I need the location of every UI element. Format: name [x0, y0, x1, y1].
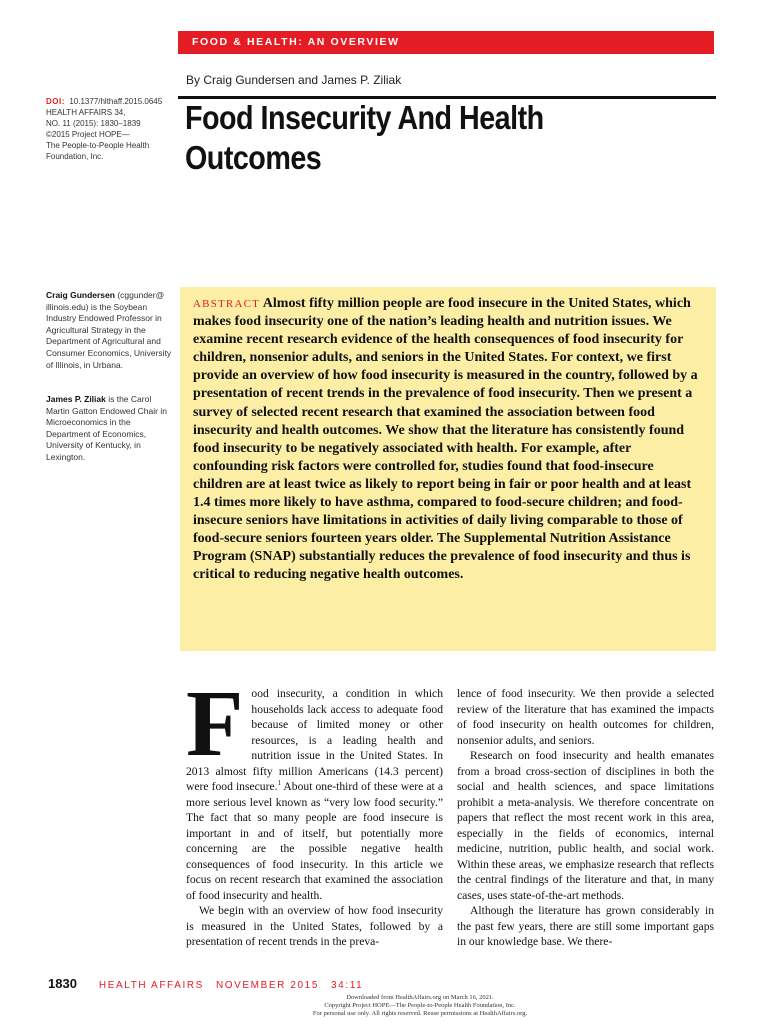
body-column-right: [457, 686, 714, 950]
doi-line: [46, 96, 176, 107]
section-banner: FOOD & HEALTH: AN OVERVIEW: [178, 31, 714, 54]
doi-link[interactable]: 10.1377/hlthaff.2015.0645: [69, 97, 163, 106]
abstract-text: [193, 295, 702, 585]
article-title: Food Insecurity And Health Outcomes: [185, 99, 544, 176]
abstract-box: [180, 287, 716, 651]
body-text: ood insecurity, a condition in which households lack access to adequate food because of limited money or other resources, is a leading health and nutrition issue in the United States. In 2013 almost fifty million Americans (14.3 percent) were food insecure.: [186, 687, 443, 793]
author-bio-ziliak: [46, 394, 176, 464]
page-number: 1830: [48, 976, 77, 991]
download-line-1: Downloaded from HealthAffairs.org on March 16, 2021.: [346, 994, 494, 1001]
footer-volume: 34:11: [331, 980, 364, 991]
footnote-link[interactable]: 1: [277, 779, 281, 788]
article-metadata: [46, 96, 176, 162]
copyright-line-2: The People-to-People Health: [46, 141, 150, 150]
author-name: James P. Ziliak: [46, 394, 106, 404]
body-paragraph: Although the literature has grown considerably in the past few years, there are still some important gaps in our knowledge base. We there-: [457, 904, 714, 948]
body-text: About one-third of these were at a more serious level known as “very low food security.” The fact that so many people are food insecure is important in and of itself, but potentially more concerning are the possible negative health consequences of food insecurity. In this article we focus on recent research that examined the association of food insecurity and health.: [186, 780, 443, 902]
download-line-3: For personal use only. All rights reserved. Reuse permissions at HealthAffairs.org.: [312, 1010, 528, 1017]
page-footer: [48, 976, 363, 991]
body-paragraph: Research on food insecurity and health emanates from a broad cross-section of disciplines in both the social and health sciences, and space limitations prohibit a meta-analysis. We therefore concentrate on papers that reflect the most recent work in this area, especially in the fields of economics, internal medicine, nutrition, public health, and social work. Within these areas, we emphasize research that reflects the central findings of the literature and that, in many cases, uses state-of-the-art methods.: [457, 749, 714, 902]
body-column-left: [186, 672, 443, 950]
abstract-label: ABSTRACT: [193, 298, 261, 310]
abstract-body: Almost fifty million people are food insecure in the United States, which makes food insecurity one of the nation’s leading health and nutrition issues. We examine recent research evidence of the health consequences of food insecurity for children, nonsenior adults, and seniors in the United States. For context, we first provide an overview of how food insecurity is measured in the country, followed by a presentation of recent trends in the prevalence of food insecurity. Then we present a survey of selected recent research that examined the association between food insecurity and health outcomes. We show that the literature has consistently found food insecurity to be negatively associated with health. For example, after confounding risk factors were controlled for, studies found that food-insecure children are at least twice as likely to report being in fair or poor health and at least 1.4 times more likely to have asthma, compared to food-secure children; and food-insecure seniors have limitations in activities of daily living comparable to those of food-secure seniors fourteen years older. The Supplemental Nutrition Assistance Program (SNAP) substantially reduces the prevalence of food insecurity and thus is critical to reducing negative health outcomes.: [193, 296, 698, 583]
author-bio-text: (cggunder@ illinois.edu) is the Soybean Industry Endowed Professor in Agricultural Strategy in the Department of Agricultural and Consumer Economics, University of Illinois, in Urbana.: [46, 290, 172, 370]
download-notice: [240, 994, 600, 1018]
byline: By Craig Gundersen and James P. Ziliak: [186, 73, 402, 87]
body-paragraph: We begin with an overview of how food insecurity is measured in the United States, followed by a presentation of recent trends in the preva-: [186, 904, 443, 948]
journal-line: HEALTH AFFAIRS 34,: [46, 108, 126, 117]
footer-date: NOVEMBER 2015: [215, 980, 319, 991]
copyright-line-3: Foundation, Inc.: [46, 152, 104, 161]
author-name: Craig Gundersen: [46, 290, 115, 300]
author-bio-gundersen: [46, 290, 176, 371]
body-paragraph: lence of food insecurity. We then provide a selected review of the literature that has examined the impacts of food insecurity on health outcomes for children, nonsenior adults, and seniors.: [457, 687, 714, 747]
author-bio-text: is the Carol Martin Gatton Endowed Chair in Microeconomics in the Department of Economics, University of Kentucky, in Lexington.: [46, 394, 167, 462]
drop-cap: F: [186, 672, 244, 776]
footer-journal: HEALTH AFFAIRS: [98, 980, 204, 991]
issue-line: NO. 11 (2015): 1830–1839: [46, 119, 141, 128]
download-line-2: Copyright Project HOPE—The People-to-People Health Foundation, Inc.: [324, 1002, 516, 1009]
copyright-line-1: ©2015 Project HOPE—: [46, 130, 130, 139]
body-paragraph: [186, 672, 443, 903]
doi-label: DOI:: [46, 97, 65, 106]
